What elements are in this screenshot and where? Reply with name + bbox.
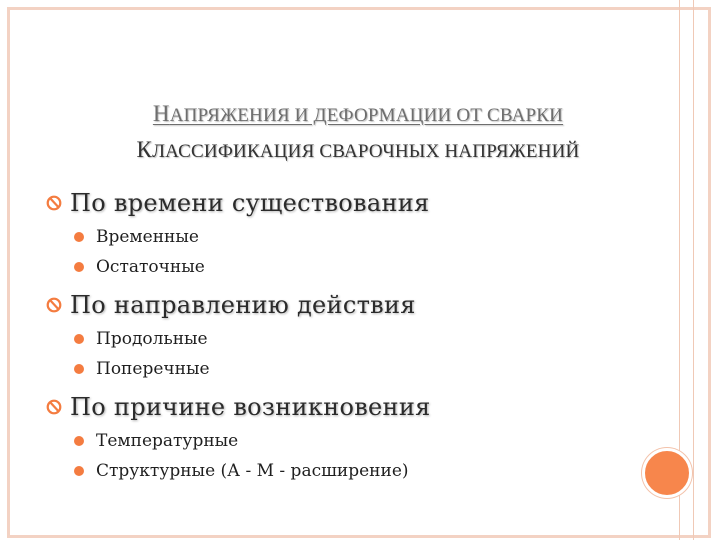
list-item: Временные [46, 222, 646, 252]
bullet-dot-icon [74, 436, 84, 446]
section-time [46, 186, 646, 282]
section-direction [46, 288, 646, 384]
bullet-dot-icon [74, 232, 84, 242]
section-heading: По времени существования [46, 186, 646, 220]
list-item: Остаточные [46, 252, 646, 282]
slide-subtitle: КЛАССИФИКАЦИЯ СВАРОЧНЫХ НАПРЯЖЕНИЙ [136, 137, 580, 162]
list-item: Продольные [46, 324, 646, 354]
bullet-ring-icon [46, 399, 62, 415]
item-note: (А - М - расширение) [215, 461, 409, 481]
section-cause [46, 390, 646, 486]
bullet-list [46, 186, 646, 486]
list-item: Температурные [46, 426, 646, 456]
bullet-ring-icon [46, 297, 62, 313]
slide-title [58, 101, 658, 127]
decorative-rule [693, 0, 694, 540]
bullet-dot-icon [74, 334, 84, 344]
list-item: Структурные (А - М - расширение) [46, 456, 646, 486]
section-heading: По причине возникновения [46, 390, 646, 424]
bullet-ring-icon [46, 195, 62, 211]
bullet-dot-icon [74, 262, 84, 272]
bullet-dot-icon [74, 364, 84, 374]
section-heading: По направлению действия [46, 288, 646, 322]
list-item: Поперечные [46, 354, 646, 384]
title-line-1: НАПРЯЖЕНИЯ И ДЕФОРМАЦИИ ОТ СВАРКИ [152, 101, 564, 126]
decorative-circle [642, 448, 692, 498]
bullet-dot-icon [74, 466, 84, 476]
